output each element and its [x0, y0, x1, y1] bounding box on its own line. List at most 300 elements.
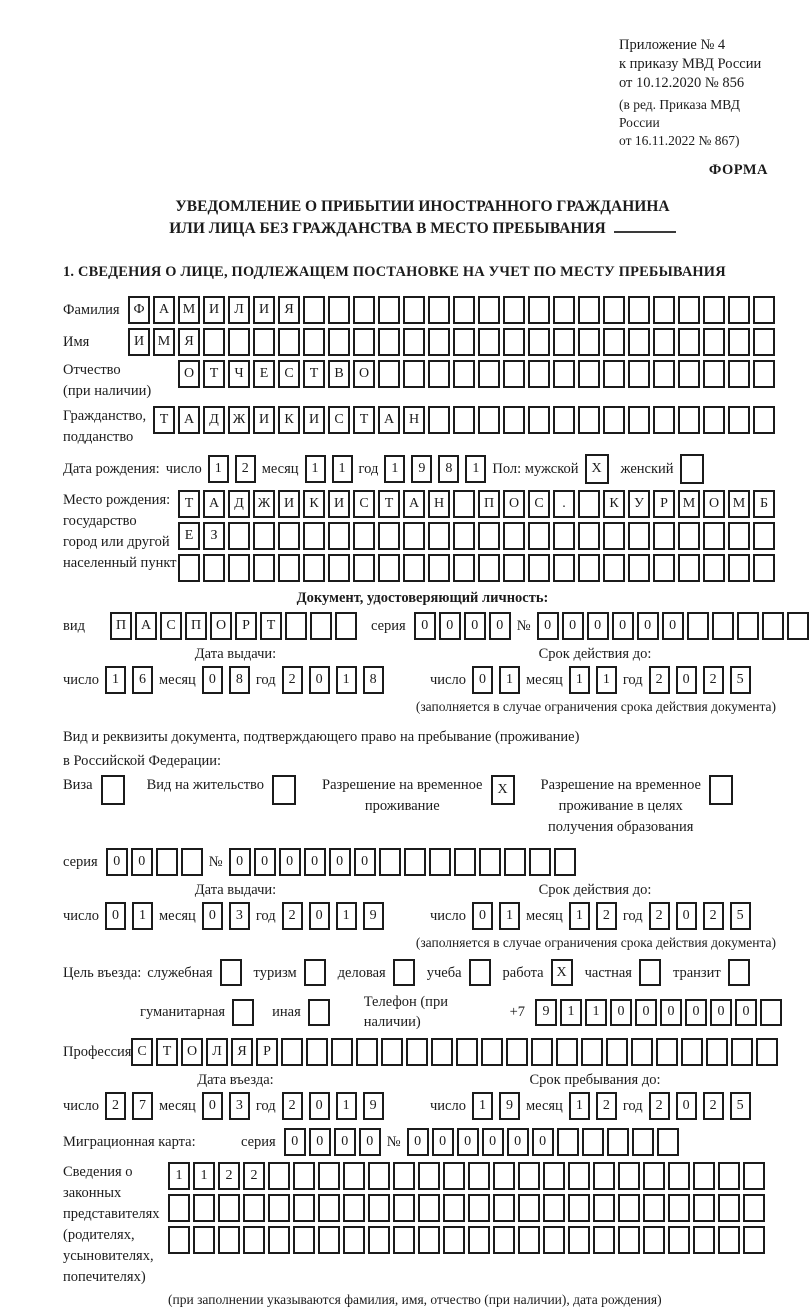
char-cell[interactable]: [553, 328, 575, 356]
char-cell[interactable]: 0: [587, 612, 609, 640]
char-cell[interactable]: [628, 296, 650, 324]
char-cell[interactable]: [753, 328, 775, 356]
char-cell[interactable]: Т: [178, 490, 200, 518]
char-cell[interactable]: 1: [465, 455, 486, 483]
char-cell[interactable]: [578, 554, 600, 582]
char-cell[interactable]: 9: [535, 999, 557, 1026]
char-cell[interactable]: [581, 1038, 603, 1066]
char-cell[interactable]: [703, 406, 725, 434]
char-cell[interactable]: [728, 406, 750, 434]
char-cell[interactable]: [379, 848, 401, 876]
char-cell[interactable]: А: [203, 490, 225, 518]
char-cell[interactable]: [553, 406, 575, 434]
char-cell[interactable]: X: [491, 775, 515, 805]
char-cell[interactable]: [709, 775, 733, 805]
char-cell[interactable]: [603, 554, 625, 582]
iddoc-number-cells[interactable]: [537, 612, 809, 640]
char-cell[interactable]: [429, 848, 451, 876]
char-cell[interactable]: [203, 328, 225, 356]
char-cell[interactable]: Т: [203, 360, 225, 388]
char-cell[interactable]: [335, 612, 357, 640]
char-cell[interactable]: [631, 1038, 653, 1066]
char-cell[interactable]: [593, 1226, 615, 1254]
char-cell[interactable]: 7: [132, 1092, 153, 1120]
iddoc-issue-year-cells[interactable]: [282, 666, 384, 694]
char-cell[interactable]: 1: [569, 1092, 590, 1120]
char-cell[interactable]: [753, 522, 775, 550]
char-cell[interactable]: 0: [612, 612, 634, 640]
char-cell[interactable]: 1: [596, 666, 617, 694]
char-cell[interactable]: [418, 1162, 440, 1190]
char-cell[interactable]: [703, 360, 725, 388]
char-cell[interactable]: [703, 296, 725, 324]
char-cell[interactable]: [303, 522, 325, 550]
char-cell[interactable]: 0: [472, 902, 493, 930]
char-cell[interactable]: [703, 328, 725, 356]
char-cell[interactable]: [503, 406, 525, 434]
char-cell[interactable]: [368, 1226, 390, 1254]
char-cell[interactable]: 1: [384, 455, 405, 483]
char-cell[interactable]: О: [178, 360, 200, 388]
char-cell[interactable]: 0: [105, 902, 126, 930]
birth-year-cells[interactable]: [384, 455, 486, 483]
char-cell[interactable]: 0: [309, 902, 330, 930]
char-cell[interactable]: В: [328, 360, 350, 388]
char-cell[interactable]: [228, 522, 250, 550]
char-cell[interactable]: [443, 1162, 465, 1190]
birthplace-cells-2[interactable]: [178, 522, 775, 550]
char-cell[interactable]: [428, 522, 450, 550]
representatives-cells-3[interactable]: [168, 1226, 765, 1254]
char-cell[interactable]: 0: [610, 999, 632, 1026]
char-cell[interactable]: М: [678, 490, 700, 518]
char-cell[interactable]: [381, 1038, 403, 1066]
char-cell[interactable]: [203, 554, 225, 582]
char-cell[interactable]: [278, 554, 300, 582]
char-cell[interactable]: 8: [363, 666, 384, 694]
birthplace-cells-1[interactable]: [178, 490, 775, 518]
iddoc-issue-day-cells[interactable]: [105, 666, 153, 694]
char-cell[interactable]: 1: [168, 1162, 190, 1190]
char-cell[interactable]: 2: [649, 1092, 670, 1120]
char-cell[interactable]: [393, 1226, 415, 1254]
char-cell[interactable]: 0: [254, 848, 276, 876]
char-cell[interactable]: 0: [457, 1128, 479, 1156]
char-cell[interactable]: [678, 296, 700, 324]
char-cell[interactable]: Ф: [128, 296, 150, 324]
char-cell[interactable]: [578, 406, 600, 434]
char-cell[interactable]: [668, 1194, 690, 1222]
char-cell[interactable]: 9: [499, 1092, 520, 1120]
stay-day-cells[interactable]: [472, 1092, 520, 1120]
char-cell[interactable]: 0: [532, 1128, 554, 1156]
birth-day-cells[interactable]: [208, 455, 256, 483]
char-cell[interactable]: [268, 1194, 290, 1222]
char-cell[interactable]: [328, 296, 350, 324]
char-cell[interactable]: [568, 1226, 590, 1254]
char-cell[interactable]: [493, 1226, 515, 1254]
char-cell[interactable]: [478, 406, 500, 434]
staydoc-issue-day-cells[interactable]: [105, 902, 153, 930]
char-cell[interactable]: [543, 1226, 565, 1254]
char-cell[interactable]: X: [585, 454, 609, 484]
char-cell[interactable]: [168, 1194, 190, 1222]
char-cell[interactable]: 0: [106, 848, 128, 876]
char-cell[interactable]: [253, 328, 275, 356]
char-cell[interactable]: [353, 328, 375, 356]
char-cell[interactable]: Ж: [228, 406, 250, 434]
staydoc-number-cells[interactable]: [229, 848, 576, 876]
char-cell[interactable]: Ж: [253, 490, 275, 518]
char-cell[interactable]: 0: [229, 848, 251, 876]
char-cell[interactable]: [453, 406, 475, 434]
patronymic-cells[interactable]: [178, 360, 775, 388]
purpose-private-checkbox[interactable]: [639, 959, 661, 986]
char-cell[interactable]: [253, 554, 275, 582]
char-cell[interactable]: [272, 775, 296, 805]
char-cell[interactable]: [728, 360, 750, 388]
char-cell[interactable]: [479, 848, 501, 876]
char-cell[interactable]: 0: [507, 1128, 529, 1156]
char-cell[interactable]: [418, 1226, 440, 1254]
char-cell[interactable]: [293, 1226, 315, 1254]
char-cell[interactable]: 0: [309, 1092, 330, 1120]
char-cell[interactable]: О: [703, 490, 725, 518]
char-cell[interactable]: [428, 554, 450, 582]
char-cell[interactable]: [353, 296, 375, 324]
char-cell[interactable]: С: [353, 490, 375, 518]
char-cell[interactable]: [743, 1226, 765, 1254]
char-cell[interactable]: [306, 1038, 328, 1066]
char-cell[interactable]: [506, 1038, 528, 1066]
char-cell[interactable]: М: [178, 296, 200, 324]
staydoc-valid-month-cells[interactable]: [569, 902, 617, 930]
char-cell[interactable]: А: [153, 296, 175, 324]
char-cell[interactable]: 2: [703, 1092, 724, 1120]
char-cell[interactable]: 0: [685, 999, 707, 1026]
char-cell[interactable]: [403, 360, 425, 388]
char-cell[interactable]: [731, 1038, 753, 1066]
char-cell[interactable]: [556, 1038, 578, 1066]
char-cell[interactable]: [503, 328, 525, 356]
char-cell[interactable]: [693, 1226, 715, 1254]
char-cell[interactable]: [193, 1226, 215, 1254]
char-cell[interactable]: 9: [363, 902, 384, 930]
char-cell[interactable]: [503, 554, 525, 582]
char-cell[interactable]: [403, 328, 425, 356]
char-cell[interactable]: 1: [336, 1092, 357, 1120]
char-cell[interactable]: [469, 959, 491, 986]
iddoc-type-cells[interactable]: [110, 612, 357, 640]
char-cell[interactable]: [553, 522, 575, 550]
char-cell[interactable]: [156, 848, 178, 876]
char-cell[interactable]: 1: [499, 902, 520, 930]
char-cell[interactable]: 2: [282, 666, 303, 694]
char-cell[interactable]: К: [303, 490, 325, 518]
temp-residence-edu-checkbox[interactable]: [709, 775, 733, 805]
char-cell[interactable]: 0: [202, 666, 223, 694]
char-cell[interactable]: 1: [332, 455, 353, 483]
iddoc-series-cells[interactable]: [414, 612, 511, 640]
char-cell[interactable]: [728, 959, 750, 986]
char-cell[interactable]: С: [328, 406, 350, 434]
char-cell[interactable]: [678, 522, 700, 550]
iddoc-valid-month-cells[interactable]: [569, 666, 617, 694]
char-cell[interactable]: 0: [407, 1128, 429, 1156]
representatives-cells-1[interactable]: [168, 1162, 765, 1190]
char-cell[interactable]: 6: [132, 666, 153, 694]
char-cell[interactable]: [703, 522, 725, 550]
char-cell[interactable]: [706, 1038, 728, 1066]
visa-checkbox[interactable]: [101, 775, 125, 805]
iddoc-valid-day-cells[interactable]: [472, 666, 520, 694]
char-cell[interactable]: О: [210, 612, 232, 640]
char-cell[interactable]: [428, 328, 450, 356]
char-cell[interactable]: [303, 328, 325, 356]
char-cell[interactable]: Д: [203, 406, 225, 434]
char-cell[interactable]: 1: [499, 666, 520, 694]
char-cell[interactable]: [753, 406, 775, 434]
char-cell[interactable]: [178, 554, 200, 582]
char-cell[interactable]: Т: [378, 490, 400, 518]
char-cell[interactable]: 0: [637, 612, 659, 640]
char-cell[interactable]: [368, 1162, 390, 1190]
char-cell[interactable]: [628, 554, 650, 582]
char-cell[interactable]: [243, 1226, 265, 1254]
char-cell[interactable]: И: [328, 490, 350, 518]
char-cell[interactable]: 0: [710, 999, 732, 1026]
char-cell[interactable]: [504, 848, 526, 876]
char-cell[interactable]: [331, 1038, 353, 1066]
representatives-cells-2[interactable]: [168, 1194, 765, 1222]
char-cell[interactable]: [743, 1194, 765, 1222]
char-cell[interactable]: [753, 296, 775, 324]
char-cell[interactable]: [228, 554, 250, 582]
migcard-series-cells[interactable]: [284, 1128, 381, 1156]
char-cell[interactable]: 2: [649, 666, 670, 694]
char-cell[interactable]: [253, 522, 275, 550]
char-cell[interactable]: [356, 1038, 378, 1066]
purpose-humanitarian-checkbox[interactable]: [232, 999, 254, 1026]
char-cell[interactable]: А: [135, 612, 157, 640]
char-cell[interactable]: [528, 328, 550, 356]
stay-year-cells[interactable]: [649, 1092, 751, 1120]
char-cell[interactable]: [787, 612, 809, 640]
char-cell[interactable]: [453, 328, 475, 356]
char-cell[interactable]: 0: [464, 612, 486, 640]
char-cell[interactable]: [303, 554, 325, 582]
staydoc-issue-month-cells[interactable]: [202, 902, 250, 930]
entry-month-cells[interactable]: [202, 1092, 250, 1120]
char-cell[interactable]: 0: [131, 848, 153, 876]
char-cell[interactable]: [353, 554, 375, 582]
purpose-other-checkbox[interactable]: [308, 999, 330, 1026]
char-cell[interactable]: [756, 1038, 778, 1066]
char-cell[interactable]: [428, 360, 450, 388]
char-cell[interactable]: [678, 328, 700, 356]
char-cell[interactable]: 0: [202, 1092, 223, 1120]
char-cell[interactable]: [603, 328, 625, 356]
char-cell[interactable]: [603, 360, 625, 388]
char-cell[interactable]: [468, 1226, 490, 1254]
migcard-number-cells[interactable]: [407, 1128, 679, 1156]
char-cell[interactable]: [328, 328, 350, 356]
char-cell[interactable]: 0: [284, 1128, 306, 1156]
birthplace-cells-3[interactable]: [178, 554, 775, 582]
char-cell[interactable]: [468, 1194, 490, 1222]
char-cell[interactable]: 0: [202, 902, 223, 930]
char-cell[interactable]: 0: [662, 612, 684, 640]
char-cell[interactable]: [378, 360, 400, 388]
char-cell[interactable]: Д: [228, 490, 250, 518]
char-cell[interactable]: [393, 1162, 415, 1190]
char-cell[interactable]: 1: [585, 999, 607, 1026]
char-cell[interactable]: [406, 1038, 428, 1066]
char-cell[interactable]: Е: [253, 360, 275, 388]
sex-male-checkbox[interactable]: [585, 454, 609, 484]
char-cell[interactable]: [618, 1194, 640, 1222]
char-cell[interactable]: 0: [309, 1128, 331, 1156]
char-cell[interactable]: [643, 1226, 665, 1254]
char-cell[interactable]: А: [378, 406, 400, 434]
char-cell[interactable]: [453, 490, 475, 518]
char-cell[interactable]: [728, 522, 750, 550]
char-cell[interactable]: [303, 296, 325, 324]
char-cell[interactable]: К: [603, 490, 625, 518]
char-cell[interactable]: [278, 328, 300, 356]
char-cell[interactable]: [628, 360, 650, 388]
char-cell[interactable]: Я: [231, 1038, 253, 1066]
char-cell[interactable]: 2: [282, 902, 303, 930]
char-cell[interactable]: И: [203, 296, 225, 324]
char-cell[interactable]: [478, 296, 500, 324]
char-cell[interactable]: [743, 1162, 765, 1190]
char-cell[interactable]: О: [353, 360, 375, 388]
staydoc-issue-year-cells[interactable]: [282, 902, 384, 930]
char-cell[interactable]: [678, 406, 700, 434]
char-cell[interactable]: [553, 360, 575, 388]
char-cell[interactable]: 8: [438, 455, 459, 483]
char-cell[interactable]: Л: [206, 1038, 228, 1066]
char-cell[interactable]: [656, 1038, 678, 1066]
char-cell[interactable]: [393, 959, 415, 986]
char-cell[interactable]: [728, 554, 750, 582]
char-cell[interactable]: [181, 848, 203, 876]
char-cell[interactable]: [557, 1128, 579, 1156]
char-cell[interactable]: О: [181, 1038, 203, 1066]
char-cell[interactable]: Т: [303, 360, 325, 388]
char-cell[interactable]: [418, 1194, 440, 1222]
char-cell[interactable]: [378, 522, 400, 550]
char-cell[interactable]: [278, 522, 300, 550]
char-cell[interactable]: [478, 328, 500, 356]
char-cell[interactable]: [431, 1038, 453, 1066]
char-cell[interactable]: [553, 296, 575, 324]
char-cell[interactable]: [518, 1194, 540, 1222]
char-cell[interactable]: [603, 406, 625, 434]
char-cell[interactable]: [101, 775, 125, 805]
char-cell[interactable]: [693, 1162, 715, 1190]
char-cell[interactable]: [553, 554, 575, 582]
char-cell[interactable]: [368, 1194, 390, 1222]
char-cell[interactable]: А: [178, 406, 200, 434]
char-cell[interactable]: Ч: [228, 360, 250, 388]
stay-month-cells[interactable]: [569, 1092, 617, 1120]
char-cell[interactable]: [578, 522, 600, 550]
staydoc-series-cells[interactable]: [106, 848, 203, 876]
char-cell[interactable]: [281, 1038, 303, 1066]
purpose-work-checkbox[interactable]: [551, 959, 573, 986]
char-cell[interactable]: 0: [304, 848, 326, 876]
profession-cells[interactable]: [131, 1038, 778, 1066]
char-cell[interactable]: [293, 1194, 315, 1222]
char-cell[interactable]: М: [728, 490, 750, 518]
purpose-business-checkbox[interactable]: [393, 959, 415, 986]
char-cell[interactable]: [318, 1194, 340, 1222]
char-cell[interactable]: [568, 1194, 590, 1222]
char-cell[interactable]: [503, 296, 525, 324]
iddoc-valid-year-cells[interactable]: [649, 666, 751, 694]
char-cell[interactable]: С: [160, 612, 182, 640]
char-cell[interactable]: [680, 454, 704, 484]
char-cell[interactable]: П: [185, 612, 207, 640]
char-cell[interactable]: [603, 522, 625, 550]
char-cell[interactable]: П: [110, 612, 132, 640]
char-cell[interactable]: 1: [105, 666, 126, 694]
char-cell[interactable]: 0: [329, 848, 351, 876]
char-cell[interactable]: [712, 612, 734, 640]
char-cell[interactable]: [353, 522, 375, 550]
char-cell[interactable]: Р: [256, 1038, 278, 1066]
char-cell[interactable]: [454, 848, 476, 876]
char-cell[interactable]: [528, 360, 550, 388]
char-cell[interactable]: [478, 360, 500, 388]
char-cell[interactable]: [529, 848, 551, 876]
char-cell[interactable]: [343, 1194, 365, 1222]
iddoc-issue-month-cells[interactable]: [202, 666, 250, 694]
char-cell[interactable]: Л: [228, 296, 250, 324]
char-cell[interactable]: 2: [703, 666, 724, 694]
char-cell[interactable]: [378, 554, 400, 582]
char-cell[interactable]: [593, 1194, 615, 1222]
char-cell[interactable]: [403, 296, 425, 324]
char-cell[interactable]: [285, 612, 307, 640]
char-cell[interactable]: [628, 406, 650, 434]
char-cell[interactable]: [582, 1128, 604, 1156]
char-cell[interactable]: 0: [472, 666, 493, 694]
char-cell[interactable]: 2: [243, 1162, 265, 1190]
char-cell[interactable]: [328, 522, 350, 550]
char-cell[interactable]: 9: [411, 455, 432, 483]
char-cell[interactable]: 1: [472, 1092, 493, 1120]
char-cell[interactable]: 0: [279, 848, 301, 876]
char-cell[interactable]: 0: [334, 1128, 356, 1156]
char-cell[interactable]: [639, 959, 661, 986]
sex-female-checkbox[interactable]: [680, 454, 704, 484]
phone-cells[interactable]: [535, 999, 782, 1026]
char-cell[interactable]: [760, 999, 782, 1026]
char-cell[interactable]: Б: [753, 490, 775, 518]
char-cell[interactable]: [528, 406, 550, 434]
entry-year-cells[interactable]: [282, 1092, 384, 1120]
char-cell[interactable]: [653, 328, 675, 356]
char-cell[interactable]: [543, 1194, 565, 1222]
char-cell[interactable]: [703, 554, 725, 582]
char-cell[interactable]: [632, 1128, 654, 1156]
char-cell[interactable]: 3: [229, 902, 250, 930]
char-cell[interactable]: [518, 1226, 540, 1254]
char-cell[interactable]: [393, 1194, 415, 1222]
